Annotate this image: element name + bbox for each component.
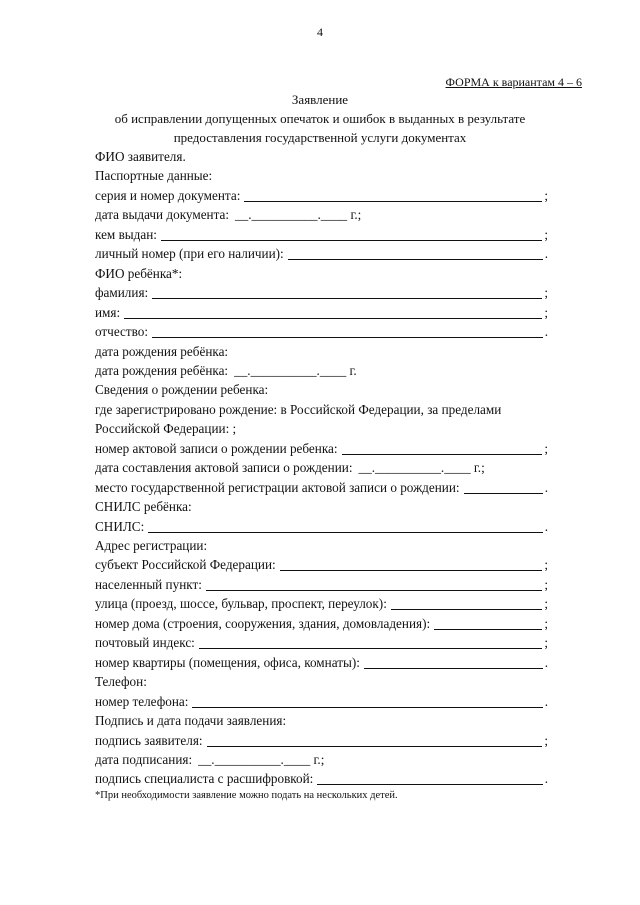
field-terminator: . (544, 324, 548, 340)
field-blank-line[interactable] (207, 733, 543, 747)
field-blank-line[interactable] (391, 596, 542, 610)
field-terminator: . (544, 654, 548, 670)
form-row (95, 614, 548, 632)
field-terminator: ; (544, 285, 548, 301)
field-terminator: ; (544, 732, 548, 748)
field-blank-line[interactable] (244, 188, 542, 202)
field-label: номер квартиры (помещения, офиса, комнаты): (95, 654, 360, 670)
form-row (95, 575, 548, 593)
field-label: дата подписания: (95, 751, 193, 767)
field-label: отчество: (95, 324, 149, 340)
field-label: ФИО ребёнка*: (95, 265, 183, 281)
field-blank-line[interactable] (192, 694, 542, 708)
date-placeholder[interactable]: __.__________.____ г.; (235, 207, 362, 223)
form-row (95, 205, 361, 223)
field-label: номер телефона: (95, 693, 189, 709)
field-terminator: ; (544, 304, 548, 320)
field-terminator: . (544, 693, 548, 709)
field-label: СНИЛС ребёнка: (95, 499, 192, 515)
form-row (95, 283, 548, 301)
document-title: Заявление (291, 92, 349, 107)
field-label: субъект Российской Федерации: (95, 557, 276, 573)
field-label: СНИЛС: (95, 518, 145, 534)
field-blank-line[interactable] (342, 441, 543, 455)
form-row (95, 147, 186, 165)
footnote: *При необходимости заявление можно подать на нескольких детей. (95, 790, 398, 801)
field-terminator: . (544, 518, 548, 534)
document-subtitle-line-1: об исправлении допущенных опечаток и ошибок в выданных в результате (114, 111, 526, 126)
field-label: Паспортные данные: (95, 168, 213, 184)
form-row (95, 244, 548, 262)
field-blank-line[interactable] (434, 616, 542, 630)
field-blank-line[interactable] (152, 324, 543, 338)
form-row (95, 653, 548, 671)
document-subtitle-line-2: предоставления государственной услуги документах (173, 130, 467, 145)
form-row (95, 166, 212, 184)
form-row (95, 750, 324, 768)
form-row (95, 769, 548, 787)
field-label: имя: (95, 304, 121, 320)
field-label: Телефон: (95, 674, 147, 690)
form-row (95, 536, 207, 554)
field-blank-line[interactable] (280, 557, 543, 571)
form-row (95, 711, 286, 729)
field-label: улица (проезд, шоссе, бульвар, проспект, переулок): (95, 596, 387, 612)
field-label: номер актовой записи о рождении ребенка: (95, 440, 338, 456)
form-row (95, 458, 485, 476)
field-blank-line[interactable] (206, 577, 542, 591)
field-terminator: ; (544, 187, 548, 203)
field-blank-line[interactable] (152, 285, 542, 299)
field-blank-line[interactable] (124, 305, 542, 319)
field-blank-line[interactable] (364, 655, 543, 669)
field-label: где зарегистрировано рождение: в Российской Федерации, за пределами (95, 401, 502, 417)
form-row (95, 594, 548, 612)
field-label: дата составления актовой записи о рождении: (95, 460, 353, 476)
field-label: фамилия: (95, 285, 149, 301)
field-terminator: . (544, 479, 548, 495)
field-label: дата выдачи документа: (95, 207, 230, 223)
form-row (95, 225, 548, 243)
field-terminator: ; (544, 596, 548, 612)
date-placeholder[interactable]: __.__________.____ г.; (198, 751, 325, 767)
field-label: дата рождения ребёнка: (95, 362, 229, 378)
field-terminator: . (544, 771, 548, 787)
form-row (95, 186, 548, 204)
field-terminator: ; (544, 440, 548, 456)
field-terminator: . (544, 246, 548, 262)
field-label: Адрес регистрации: (95, 538, 208, 553)
field-label: Подпись и дата подачи заявления: (95, 713, 287, 729)
form-row (95, 322, 548, 340)
form-reference: ФОРМА к вариантам 4 – 6 (445, 75, 582, 89)
form-row (95, 264, 182, 282)
field-terminator: ; (544, 576, 548, 592)
field-label: дата рождения ребёнка: (95, 343, 229, 359)
field-blank-line[interactable] (161, 227, 542, 241)
form-row (95, 478, 548, 496)
form-row (95, 692, 548, 710)
field-blank-line[interactable] (288, 246, 543, 260)
form-row (95, 672, 147, 690)
field-terminator: ; (544, 557, 548, 573)
field-terminator: ; (544, 226, 548, 242)
form-row (95, 497, 192, 515)
field-label: Сведения о рождении ребенка: (95, 382, 269, 398)
field-label: кем выдан: (95, 226, 157, 242)
field-label: номер дома (строения, сооружения, здания, домовладения): (95, 615, 431, 631)
form-row (95, 342, 228, 360)
field-label: подпись заявителя: (95, 732, 203, 748)
form-row (95, 439, 548, 457)
field-label: место государственной регистрации актовой записи о рождении: (95, 479, 460, 495)
field-label: населенный пункт: (95, 576, 202, 592)
field-label: серия и номер документа: (95, 187, 241, 203)
form-row (95, 731, 548, 749)
field-label: ФИО заявителя. (95, 149, 186, 164)
date-placeholder[interactable]: __.__________.____ г.; (358, 460, 485, 476)
form-row (95, 517, 548, 535)
form-row (95, 400, 501, 418)
field-label: личный номер (при его наличии): (95, 246, 284, 262)
field-blank-line[interactable] (317, 771, 542, 785)
field-blank-line[interactable] (464, 480, 543, 494)
field-label: подпись специалиста с расшифровкой: (95, 771, 314, 787)
field-terminator: ; (544, 615, 548, 631)
form-row (95, 633, 548, 651)
field-label: почтовый индекс: (95, 635, 195, 651)
date-placeholder[interactable]: __.__________.____ г. (234, 362, 357, 378)
field-label: Российской Федерации: ; (95, 421, 237, 437)
form-row (95, 303, 548, 321)
field-terminator: ; (544, 635, 548, 651)
page-number: 4 (317, 25, 323, 39)
form-row (95, 555, 548, 573)
form-row (95, 380, 268, 398)
form-row (95, 419, 236, 437)
field-blank-line[interactable] (199, 635, 542, 649)
form-row (95, 361, 357, 379)
field-blank-line[interactable] (148, 519, 542, 533)
